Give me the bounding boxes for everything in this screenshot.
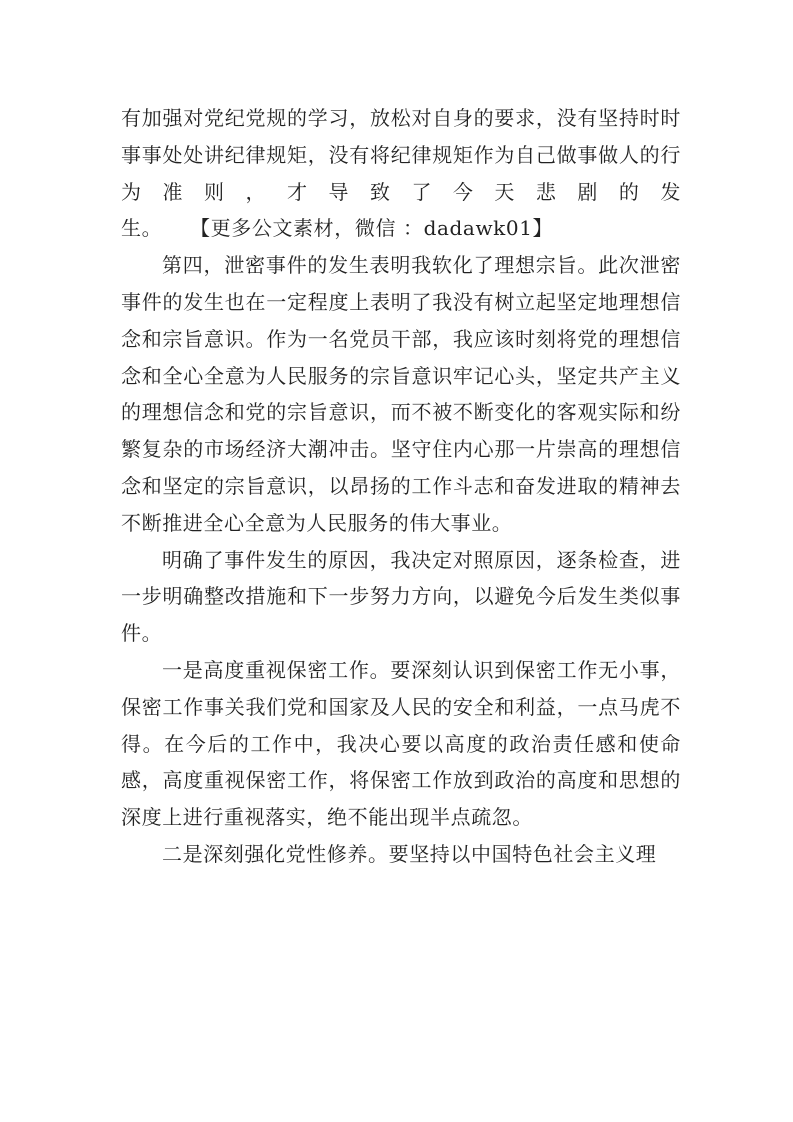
paragraph-4: 一是高度重视保密工作。要深刻认识到保密工作无小事，保密工作事关我们党和国家及人民的安全和利益，一点马虎不得。在今后的工作中，我决心要以高度的政治责任感和使命感，高度重视保密工作，将保密工作放到政治的高度和思想的深度上进行重视落实，绝不能出现半点疏忽。 [121, 657, 681, 830]
paragraph-3: 明确了事件发生的原因，我决定对照原因，逐条检查，进一步明确整改措施和下一步努力方向，以避免今后发生类似事件。 [121, 547, 681, 646]
paragraph-5: 二是深刻强化党性修养。要坚持以中国特色社会主义理 [162, 841, 657, 866]
document-body [121, 100, 681, 873]
paragraph-2: 第四，泄密事件的发生表明我软化了理想宗旨。此次泄密事件的发生也在一定程度上表明了我没有树立起坚定地理想信念和宗旨意识。作为一名党员干部，我应该时刻将党的理想信念和全心全意为人民服务的宗旨意识牢记心头，坚定共产主义的理想信念和党的宗旨意识，而不被不断变化的客观实际和纷繁复杂的市场经济大潮冲击。坚守住内心那一片崇高的理想信念和坚定的宗旨意识，以昂扬的工作斗志和奋发进取的精神去不断推进全心全意为人民服务的伟大事业。 [121, 253, 681, 535]
promo-note: 【更多公文素材，微信 ：dadawk01】 [190, 216, 554, 241]
paragraph-1 [121, 100, 681, 247]
paragraph-1-text: 有加强对党纪党规的学习，放松对自身的要求，没有坚持时时事事处处讲纪律规矩，没有将纪律规矩作为自己做事做人的行为准则，才导致了今天悲剧的发生。 [121, 106, 681, 241]
